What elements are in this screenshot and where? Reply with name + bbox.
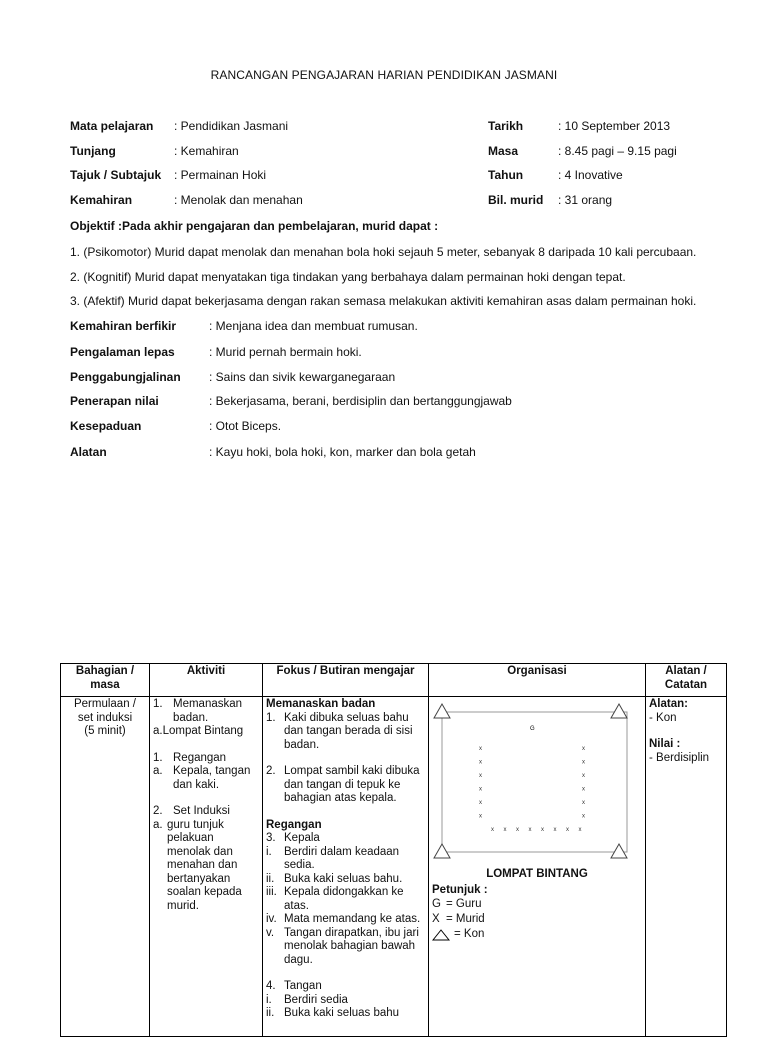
bahagian-line: Permulaan / xyxy=(73,698,136,710)
info-value: : 10 September 2013 xyxy=(558,119,671,133)
student-mark: x xyxy=(479,746,482,752)
student-marks xyxy=(479,746,585,833)
student-mark: x xyxy=(503,827,507,833)
detail-row xyxy=(0,345,768,361)
list-item: a.Lompat Bintang xyxy=(153,725,244,737)
student-mark: x xyxy=(479,773,482,779)
list-item: 1. Regangan xyxy=(153,751,227,764)
bahagian-line: (5 minit) xyxy=(84,725,126,737)
list-item: ii. Buka kaki seluas bahu. xyxy=(266,872,403,885)
formation-diagram xyxy=(432,698,642,868)
header-organisasi: Organisasi xyxy=(429,664,646,697)
list-item: i. Berdiri sedia xyxy=(266,993,348,1006)
header-fokus: Fokus / Butiran mengajar xyxy=(263,664,429,697)
student-mark: x xyxy=(479,813,482,820)
student-mark: x xyxy=(582,746,585,752)
alatan-cell xyxy=(646,697,727,1037)
info-row-tajuk xyxy=(0,168,768,184)
list-item: i. Berdiri dalam keadaan sedia. xyxy=(266,845,400,871)
petunjuk-heading: Petunjuk : xyxy=(432,883,488,896)
student-mark: x xyxy=(479,800,482,806)
header-aktiviti: Aktiviti xyxy=(150,664,263,697)
guru-mark: G xyxy=(432,897,441,910)
student-mark: x xyxy=(566,827,569,833)
table-header-row xyxy=(61,664,727,697)
header-bahagian: Bahagian / masa xyxy=(61,664,150,697)
detail-label: Penggabungjalinan xyxy=(70,370,181,384)
info-value: : Kemahiran xyxy=(174,144,239,158)
student-mark: x xyxy=(553,827,557,833)
student-mark: x xyxy=(491,827,494,833)
list-item: 3. Kepala xyxy=(266,832,320,844)
kon-icon xyxy=(611,844,627,858)
detail-row xyxy=(0,370,768,386)
info-label: Tarikh xyxy=(488,119,524,133)
list-item: ii. Buka kaki seluas bahu xyxy=(266,1007,400,1019)
detail-value: : Kayu hoki, bola hoki, kon, marker dan bola getah xyxy=(209,445,476,459)
student-mark: x xyxy=(582,800,585,806)
detail-row xyxy=(0,445,768,461)
organisasi-cell xyxy=(429,697,646,1037)
detail-value: : Sains dan sivik kewarganegaraan xyxy=(209,370,396,384)
student-mark: x xyxy=(516,827,519,833)
list-item: 2. Lompat sambil kaki dibuka dan tangan di tepuk ke bahagian atas kepala. xyxy=(266,765,420,804)
kon-icon xyxy=(611,704,627,718)
nilai-value: - Berdisiplin xyxy=(649,751,710,764)
legend-kon xyxy=(432,927,642,942)
detail-row xyxy=(0,319,768,335)
info-label: Tahun xyxy=(488,168,524,182)
aktiviti-cell xyxy=(150,697,263,1037)
objective-item: 2. (Kognitif) Murid dapat menyatakan tiga tindakan yang berbahaya dalam permainan hoki dengan tepat. xyxy=(70,270,626,284)
detail-label: Kesepaduan xyxy=(70,419,142,433)
fokus-heading: Memanaskan badan xyxy=(266,698,376,710)
info-label: Masa xyxy=(488,144,519,158)
info-row-mata-pelajaran xyxy=(0,119,768,135)
list-item: iv. Mata memandang ke atas. xyxy=(266,913,421,925)
student-mark: x xyxy=(582,813,585,820)
legend-text: = Murid xyxy=(446,912,485,925)
nilai-heading: Nilai : xyxy=(649,738,681,750)
kon-icon xyxy=(434,844,450,858)
legend-text: = Guru xyxy=(446,897,482,910)
student-mark: x xyxy=(479,786,482,793)
list-item: 1. Memanaskan badan. xyxy=(153,698,243,724)
alatan-value: - Kon xyxy=(649,711,677,724)
list-item: iii. Kepala didongakkan ke atas. xyxy=(266,886,404,912)
detail-label: Kemahiran berfikir xyxy=(70,319,177,333)
info-label: Mata pelajaran xyxy=(70,119,154,133)
detail-row xyxy=(0,394,768,410)
student-mark: x xyxy=(578,827,582,833)
student-mark: x xyxy=(541,827,544,833)
detail-value: : Menjana idea dan membuat rumusan. xyxy=(209,319,418,333)
legend-text: = Kon xyxy=(454,927,485,940)
detail-label: Pengalaman lepas xyxy=(70,345,175,359)
student-mark: x xyxy=(582,773,585,779)
list-item: a. Kepala, tangan dan kaki. xyxy=(153,765,251,791)
page-title: RANCANGAN PENGAJARAN HARIAN PENDIDIKAN JASMANI xyxy=(210,68,558,82)
table-row xyxy=(61,697,727,1037)
murid-mark: X xyxy=(432,912,440,925)
detail-value: : Bekerjasama, berani, berdisiplin dan bertanggungjawab xyxy=(209,394,512,408)
list-item: 1. Kaki dibuka seluas bahu dan tangan berada di sisi badan. xyxy=(266,711,413,751)
list-item: a. guru tunjuk pelakuan menolak dan menahan dan bertanyakan soalan kepada murid. xyxy=(153,818,242,912)
info-label: Bil. murid xyxy=(488,193,544,207)
fokus-cell xyxy=(263,697,429,1037)
objective-item: 1. (Psikomotor) Murid dapat menolak dan menahan bola hoki sejauh 5 meter, sebanyak 8 daripada 10 kali percubaan. xyxy=(70,245,697,259)
kon-icon xyxy=(432,929,450,941)
info-value: : Permainan Hoki xyxy=(174,168,267,182)
info-label: Tunjang xyxy=(70,144,116,158)
student-mark: x xyxy=(528,827,532,833)
fokus-heading: Regangan xyxy=(266,818,322,831)
info-value: : Menolak dan menahan xyxy=(174,193,303,207)
list-item: 4. Tangan xyxy=(266,980,322,992)
info-row-kemahiran xyxy=(0,193,768,209)
list-item: v. Tangan dirapatkan, ibu jari menolak bahagian bawah dagu. xyxy=(266,926,419,966)
teacher-mark: G xyxy=(530,726,535,732)
alatan-heading: Alatan: xyxy=(649,698,688,710)
lesson-table xyxy=(60,663,727,1037)
info-row-tunjang xyxy=(0,144,768,160)
legend-murid xyxy=(432,912,642,927)
detail-label: Penerapan nilai xyxy=(70,394,159,408)
diagram-title: LOMPAT BINTANG xyxy=(486,868,588,880)
info-value: : 31 orang xyxy=(558,193,613,207)
kon-icon xyxy=(434,704,450,718)
student-mark: x xyxy=(582,786,585,793)
bahagian-cell xyxy=(61,697,150,1037)
info-label: Kemahiran xyxy=(70,193,133,207)
header-alatan: Alatan / Catatan xyxy=(646,664,727,697)
objective-item: 3. (Afektif) Murid dapat bekerjasama dengan rakan semasa melakukan aktiviti kemahiran asas dalam permainan hoki. xyxy=(70,294,697,308)
info-value: : 4 Inovative xyxy=(558,168,623,182)
bahagian-line: set induksi xyxy=(77,711,133,724)
objective-heading: Objektif :Pada akhir pengajaran dan pembelajaran, murid dapat : xyxy=(70,219,439,233)
detail-value: : Otot Biceps. xyxy=(209,419,282,433)
list-item: 2. Set Induksi xyxy=(153,805,230,817)
info-label: Tajuk / Subtajuk xyxy=(70,168,162,182)
info-value: : Pendidikan Jasmani xyxy=(174,119,289,133)
lompat-bintang-diagram xyxy=(432,698,642,868)
info-value: : 8.45 pagi – 9.15 pagi xyxy=(558,144,677,158)
detail-label: Alatan xyxy=(70,445,107,459)
field-boundary xyxy=(442,712,627,852)
legend-guru xyxy=(432,897,642,912)
detail-value: : Murid pernah bermain hoki. xyxy=(209,345,362,359)
student-mark: x xyxy=(582,759,585,766)
student-mark: x xyxy=(479,759,482,766)
detail-row xyxy=(0,419,768,435)
